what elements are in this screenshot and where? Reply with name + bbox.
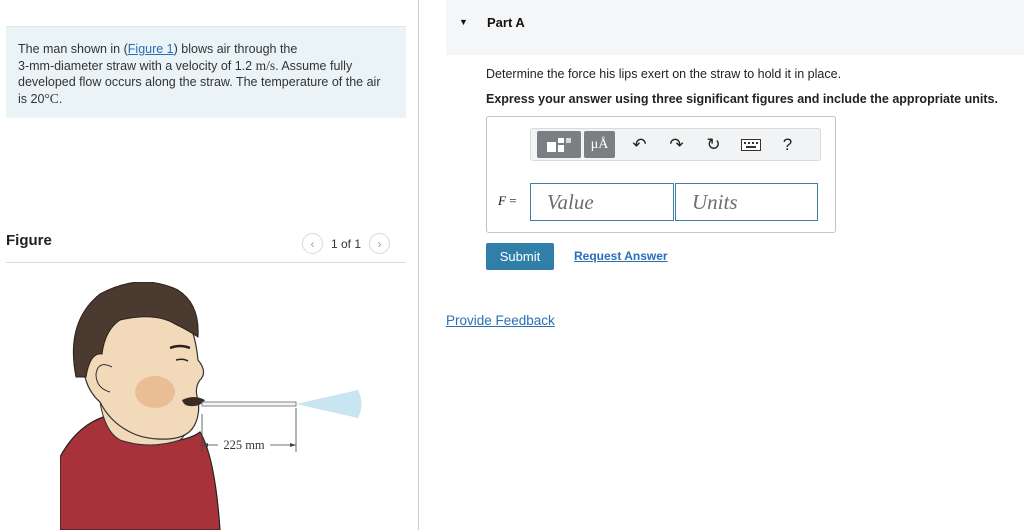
- problem-line-1: The man shown in (Figure 1) blows air through the: [18, 42, 298, 56]
- request-answer-link[interactable]: Request Answer: [574, 249, 668, 263]
- help-icon[interactable]: ?: [782, 134, 793, 154]
- question-text: Determine the force his lips exert on the straw to hold it in place.: [486, 67, 842, 81]
- submit-button[interactable]: Submit: [486, 243, 554, 270]
- units-input[interactable]: Units: [675, 183, 818, 221]
- figure-counter: 1 of 1: [331, 236, 362, 251]
- figure-illustration: [60, 282, 380, 530]
- prev-figure-button[interactable]: ‹: [302, 233, 323, 254]
- collapse-caret-icon[interactable]: ▼: [459, 17, 468, 27]
- variable-label: F =: [498, 193, 517, 208]
- keyboard-icon[interactable]: [732, 131, 769, 158]
- figure-divider: [6, 262, 406, 263]
- part-header[interactable]: [446, 0, 1024, 55]
- figure-title: Figure: [6, 232, 52, 249]
- problem-line-2: 3-mm-diameter straw with a velocity of 1.2 m/s. Assume fully: [18, 57, 353, 73]
- figure-pager: [302, 233, 390, 254]
- dimension-label: 225 mm: [223, 438, 265, 452]
- provide-feedback-link[interactable]: Provide Feedback: [446, 313, 555, 328]
- value-input[interactable]: Value: [530, 183, 674, 221]
- problem-line-4: is 20°C.: [18, 90, 63, 106]
- column-divider: [418, 0, 419, 530]
- math-toolbar: [530, 128, 821, 161]
- problem-line-3: developed flow occurs along the straw. The temperature of the air: [18, 75, 381, 89]
- answer-box: [486, 116, 836, 233]
- part-title: Part A: [487, 15, 525, 30]
- templates-icon[interactable]: [537, 131, 581, 158]
- units-icon[interactable]: μÅ: [584, 131, 615, 158]
- next-figure-button[interactable]: ›: [369, 233, 390, 254]
- instruction-text: Express your answer using three significant figures and include the appropriate units.: [486, 92, 998, 106]
- left-panel: [0, 0, 418, 530]
- figure-link[interactable]: Figure 1: [127, 42, 174, 56]
- redo-icon[interactable]: ↷: [669, 134, 684, 154]
- undo-icon[interactable]: ↶: [632, 134, 647, 154]
- problem-statement: [6, 26, 406, 118]
- reset-icon[interactable]: ↻: [706, 134, 721, 154]
- man-blowing-straw-illustration: [60, 282, 380, 530]
